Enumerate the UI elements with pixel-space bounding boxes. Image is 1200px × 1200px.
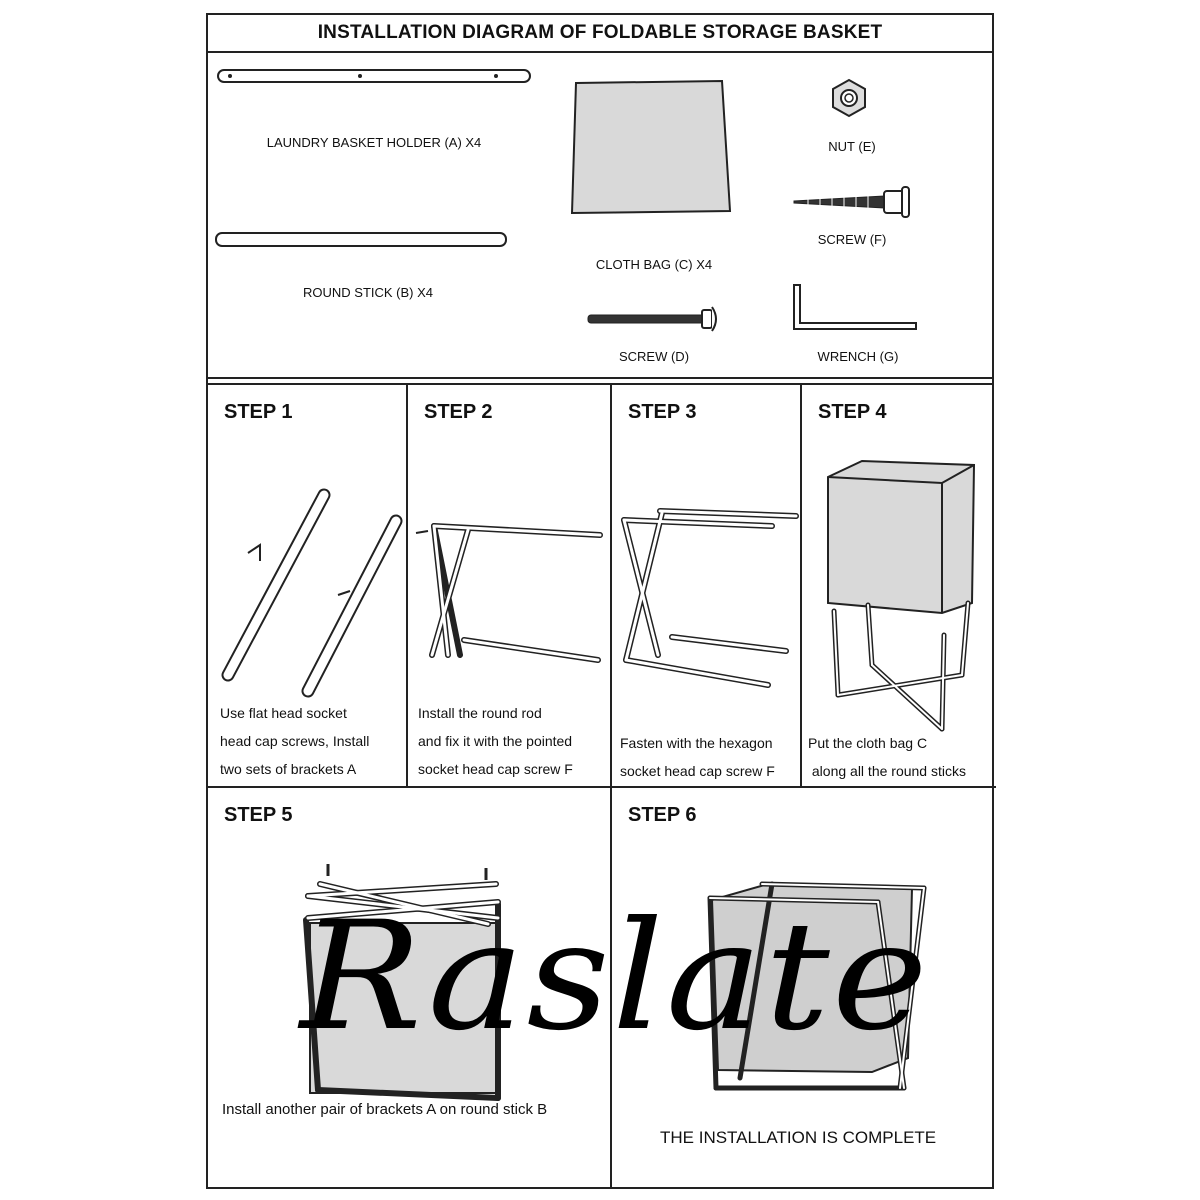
step-6-title: STEP 6 <box>628 804 697 826</box>
step-4-line-1: Put the cloth bag C <box>808 735 928 751</box>
step-1-line-2: head cap screws, Install <box>220 733 370 749</box>
round-stick-b-illustration <box>216 233 506 246</box>
step-1-panel <box>208 385 408 788</box>
step-1-line-3: two sets of brackets A <box>220 761 357 777</box>
step-3-caption <box>620 729 775 785</box>
step-5-illustration <box>208 788 612 1189</box>
step-2-line-1: Install the round rod <box>418 705 542 721</box>
step-4-illustration <box>802 385 996 788</box>
parts-list <box>208 53 992 379</box>
step-2-line-3: socket head cap screw F <box>418 761 573 777</box>
step-2-line-2: and fix it with the pointed <box>418 733 573 749</box>
step-3-title: STEP 3 <box>628 401 697 423</box>
holder-a-label: LAUNDRY BASKET HOLDER (A) X4 <box>266 135 482 150</box>
parts-illustrations <box>208 53 996 379</box>
wrench-g-icon <box>794 285 916 329</box>
step-2-caption <box>418 699 573 783</box>
step-3-line-1: Fasten with the hexagon <box>620 735 773 751</box>
holder-a-illustration <box>218 70 530 82</box>
screw-f-icon <box>794 187 909 217</box>
step-1-caption <box>220 699 369 783</box>
step-3-illustration <box>612 385 802 788</box>
step-6-caption: THE INSTALLATION IS COMPLETE <box>660 1128 937 1147</box>
step-5-title: STEP 5 <box>224 804 293 826</box>
installation-sheet <box>206 13 994 1189</box>
wrench-g-label: WRENCH (G) <box>817 349 899 364</box>
diagram-title: INSTALLATION DIAGRAM OF FOLDABLE STORAGE BASKET <box>208 15 992 53</box>
step-4-line-2: along all the round sticks <box>808 763 966 779</box>
step-5-caption: Install another pair of brackets A on round stick B <box>222 1101 548 1118</box>
watermark-logo: Raslate <box>300 890 930 1064</box>
step-3-panel <box>612 385 802 788</box>
step-4-panel <box>802 385 996 788</box>
step-4-title: STEP 4 <box>818 401 887 423</box>
screw-f-label: SCREW (F) <box>817 232 887 247</box>
screw-d-icon <box>588 307 716 331</box>
step-1-line-1: Use flat head socket <box>220 705 347 721</box>
round-stick-b-label: ROUND STICK (B) X4 <box>302 285 434 300</box>
section-divider <box>208 377 992 379</box>
step-5-panel <box>208 788 612 1189</box>
nut-e-label: NUT (E) <box>828 139 876 154</box>
step-3-line-2: socket head cap screw F <box>620 763 775 779</box>
screw-d-label: SCREW (D) <box>618 349 690 364</box>
step-2-panel <box>408 385 612 788</box>
step-2-title: STEP 2 <box>424 401 493 423</box>
step-6-panel <box>612 788 996 1189</box>
cloth-bag-c-illustration <box>572 81 730 213</box>
cloth-bag-c-label: CLOTH BAG (C) X4 <box>595 257 713 272</box>
step-4-caption <box>808 729 966 785</box>
nut-e-icon <box>833 80 865 116</box>
step-1-title: STEP 1 <box>224 401 293 423</box>
